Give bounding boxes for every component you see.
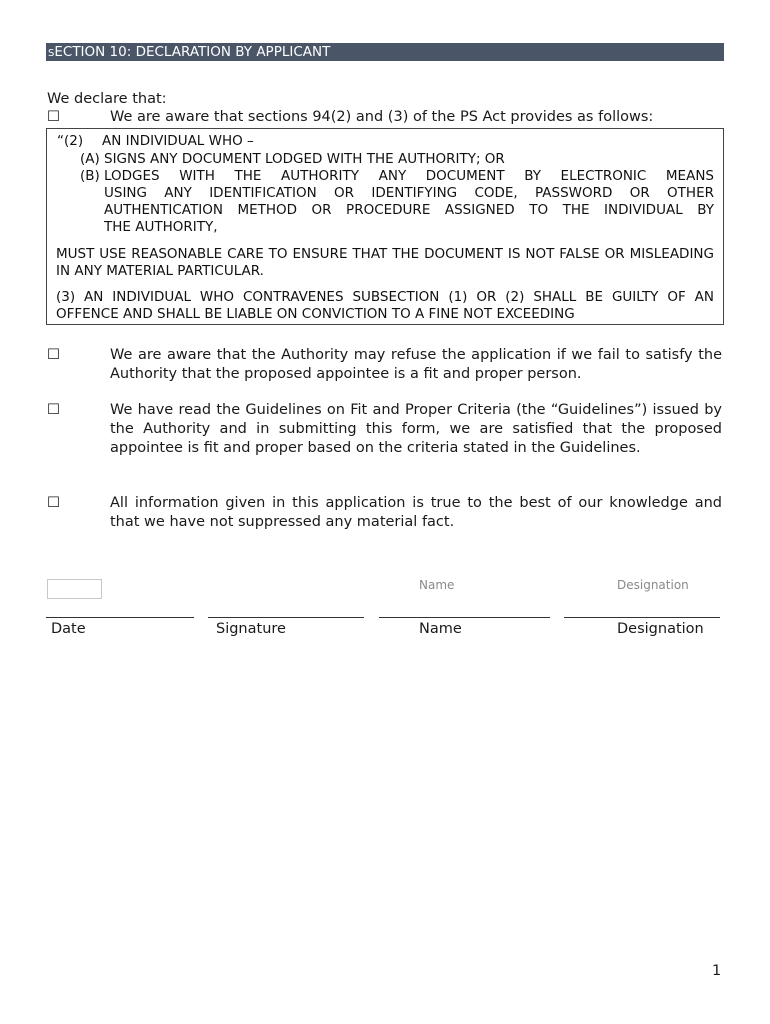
checkbox-2[interactable]: ☐ bbox=[47, 347, 60, 363]
quote-must-paragraph: MUST USE REASONABLE CARE TO ENSURE THAT THE DOCUMENT IS NOT FALSE OR MISLEADING IN ANY MATERIAL PARTICULAR. bbox=[56, 246, 714, 279]
date-signature-line bbox=[46, 617, 194, 618]
declaration-text-2: We are aware that the Authority may refuse the application if we fail to satisfy the Authority that the proposed appointee is a fit and proper person. bbox=[110, 347, 722, 382]
quote-item-b-line-2: USING ANY IDENTIFICATION OR IDENTIFYING CODE, PASSWORD OR OTHER bbox=[104, 185, 714, 201]
section-title-initial: S bbox=[48, 48, 55, 59]
name-label: Name bbox=[419, 621, 462, 637]
name-signature-line bbox=[379, 617, 550, 618]
quote-sub2-number: “(2) bbox=[57, 133, 84, 149]
statute-quote-box bbox=[46, 128, 724, 325]
quote-item-b-label: (B) bbox=[80, 168, 100, 184]
name-field-placeholder[interactable]: Name bbox=[419, 578, 455, 592]
checkbox-4[interactable]: ☐ bbox=[47, 495, 60, 511]
checkbox-3[interactable]: ☐ bbox=[47, 402, 60, 418]
section-header bbox=[46, 43, 724, 61]
designation-field-placeholder[interactable]: Designation bbox=[617, 578, 689, 592]
declaration-text-3: We have read the Guidelines on Fit and Proper Criteria (the “Guidelines”) issued by the Authority and in submitting this form, we are satisfied that the proposed appointee is fit and proper based on the criteria stated in the Guidelines. bbox=[110, 402, 722, 456]
date-input[interactable] bbox=[47, 579, 102, 599]
declare-intro: We declare that: bbox=[47, 91, 167, 107]
quote-sub3-paragraph: (3) AN INDIVIDUAL WHO CONTRAVENES SUBSECTION (1) OR (2) SHALL BE GUILTY OF AN OFFENCE AND SHALL BE LIABLE ON CONVICTION TO A FINE NOT EXCEEDING bbox=[56, 289, 714, 322]
signature-line bbox=[208, 617, 364, 618]
page-number: 1 bbox=[712, 963, 722, 979]
designation-signature-line bbox=[564, 617, 720, 618]
quote-item-b-line-1: LODGES WITH THE AUTHORITY ANY DOCUMENT BY ELECTRONIC MEANS bbox=[104, 168, 714, 184]
signature-label: Signature bbox=[216, 621, 286, 637]
designation-label: Designation bbox=[617, 621, 704, 637]
checkbox-1[interactable]: ☐ bbox=[47, 109, 60, 125]
quote-sub2-text: AN INDIVIDUAL WHO – bbox=[102, 133, 254, 149]
quote-item-a-text: SIGNS ANY DOCUMENT LODGED WITH THE AUTHORITY; OR bbox=[104, 151, 505, 167]
declaration-text-1: We are aware that sections 94(2) and (3) of the PS Act provides as follows: bbox=[110, 109, 654, 125]
quote-item-a-label: (A) bbox=[80, 151, 100, 167]
quote-item-b-line-3: AUTHENTICATION METHOD OR PROCEDURE ASSIGNED TO THE INDIVIDUAL BY bbox=[104, 202, 714, 218]
declaration-text-4: All information given in this application is true to the best of our knowledge and that we have not suppressed any material fact. bbox=[110, 495, 722, 530]
date-label: Date bbox=[51, 621, 86, 637]
quote-item-b-line-4: THE AUTHORITY, bbox=[104, 219, 218, 235]
section-title: ECTION 10: DECLARATION BY APPLICANT bbox=[54, 44, 331, 60]
